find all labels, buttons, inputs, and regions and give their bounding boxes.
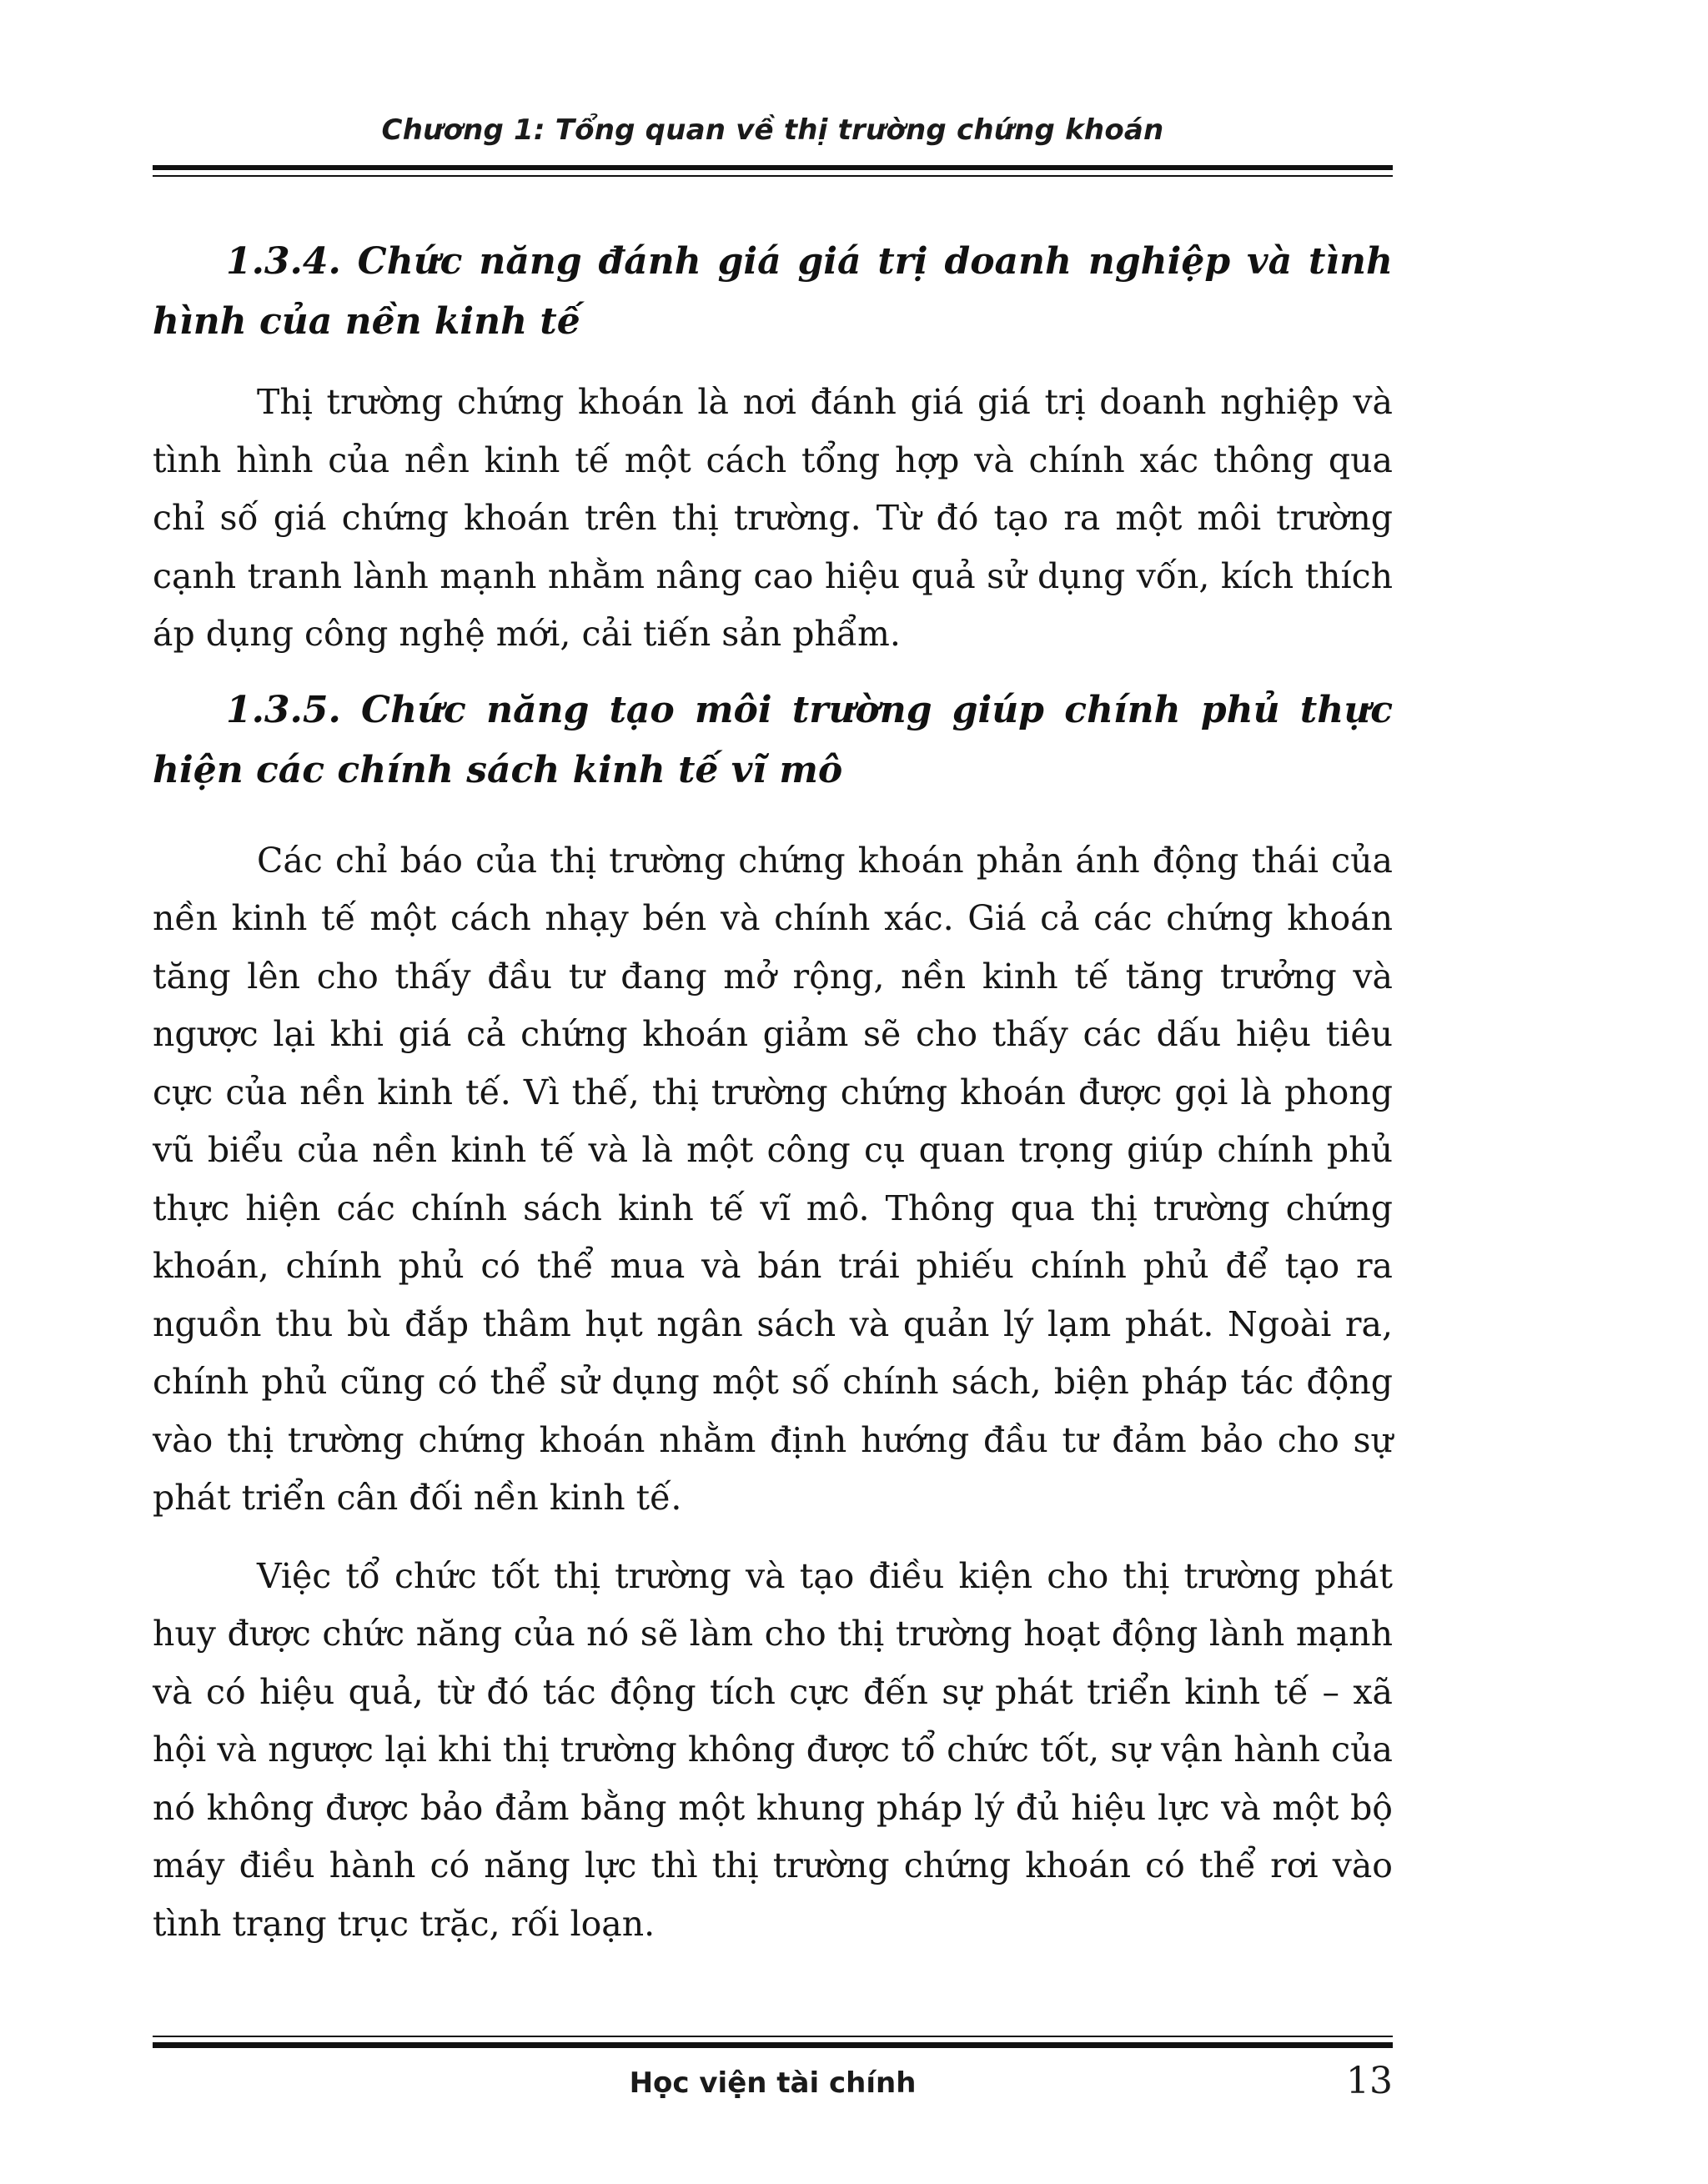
footer-rule-thin <box>153 2036 1393 2037</box>
header-rule-thin <box>153 175 1393 177</box>
footer-institution: Học viện tài chính <box>629 2066 917 2100</box>
running-header: Chương 1: Tổng quan về thị trường chứng khoán <box>381 113 1164 147</box>
footer-rule-thick <box>153 2042 1393 2048</box>
page-body <box>153 232 1393 1953</box>
page-number: 13 <box>1346 2060 1393 2102</box>
paragraph-1-3-5-a: Các chỉ báo của thị trường chứng khoán phản ánh động thái của nền kinh tế một cách nhạy bén và chính xác. Giá cả các chứng khoán tăng lên cho thấy đầu tư đang mở rộng, nền kinh tế tăng trưởng và ngược lại khi giá cả chứng khoán giảm sẽ cho thấy các dấu hiệu tiêu cực của nền kinh tế. Vì thế, thị trường chứng khoán được gọi là phong vũ biểu của nền kinh tế và là một công cụ quan trọng giúp chính phủ thực hiện các chính sách kinh tế vĩ mô. Thông qua thị trường chứng khoán, chính phủ có thể mua và bán trái phiếu chính phủ để tạo ra nguồn thu bù đắp thâm hụt ngân sách và quản lý lạm phát. Ngoài ra, chính phủ cũng có thể sử dụng một số chính sách, biện pháp tác động vào thị trường chứng khoán nhằm định hướng đầu tư đảm bảo cho sự phát triển cân đối nền kinh tế. <box>153 840 1393 1518</box>
section-heading-1-3-5: 1.3.5. Chức năng tạo môi trường giúp chính phủ thực hiện các chính sách kinh tế vĩ mô <box>153 688 1393 791</box>
paragraph-1-3-4: Thị trường chứng khoán là nơi đánh giá giá trị doanh nghiệp và tình hình của nền kinh tế một cách tổng hợp và chính xác thông qua chỉ số giá chứng khoán trên thị trường. Từ đó tạo ra một môi trường cạnh tranh lành mạnh nhằm nâng cao hiệu quả sử dụng vốn, kích thích áp dụng công nghệ mới, cải tiến sản phẩm. <box>153 382 1393 654</box>
section-heading-1-3-4: 1.3.4. Chức năng đánh giá giá trị doanh nghiệp và tình hình của nền kinh tế <box>153 240 1393 343</box>
header-rule-thick <box>153 165 1393 170</box>
paragraph-1-3-5-b: Việc tổ chức tốt thị trường và tạo điều kiện cho thị trường phát huy được chức năng của nó sẽ làm cho thị trường hoạt động lành mạnh và có hiệu quả, từ đó tác động tích cực đến sự phát triển kinh tế – xã hội và ngược lại khi thị trường không được tổ chức tốt, sự vận hành của nó không được bảo đảm bằng một khung pháp lý đủ hiệu lực và một bộ máy điều hành có năng lực thì thị trường chứng khoán có thể rơi vào tình trạng trục trặc, rối loạn. <box>153 1555 1393 1944</box>
